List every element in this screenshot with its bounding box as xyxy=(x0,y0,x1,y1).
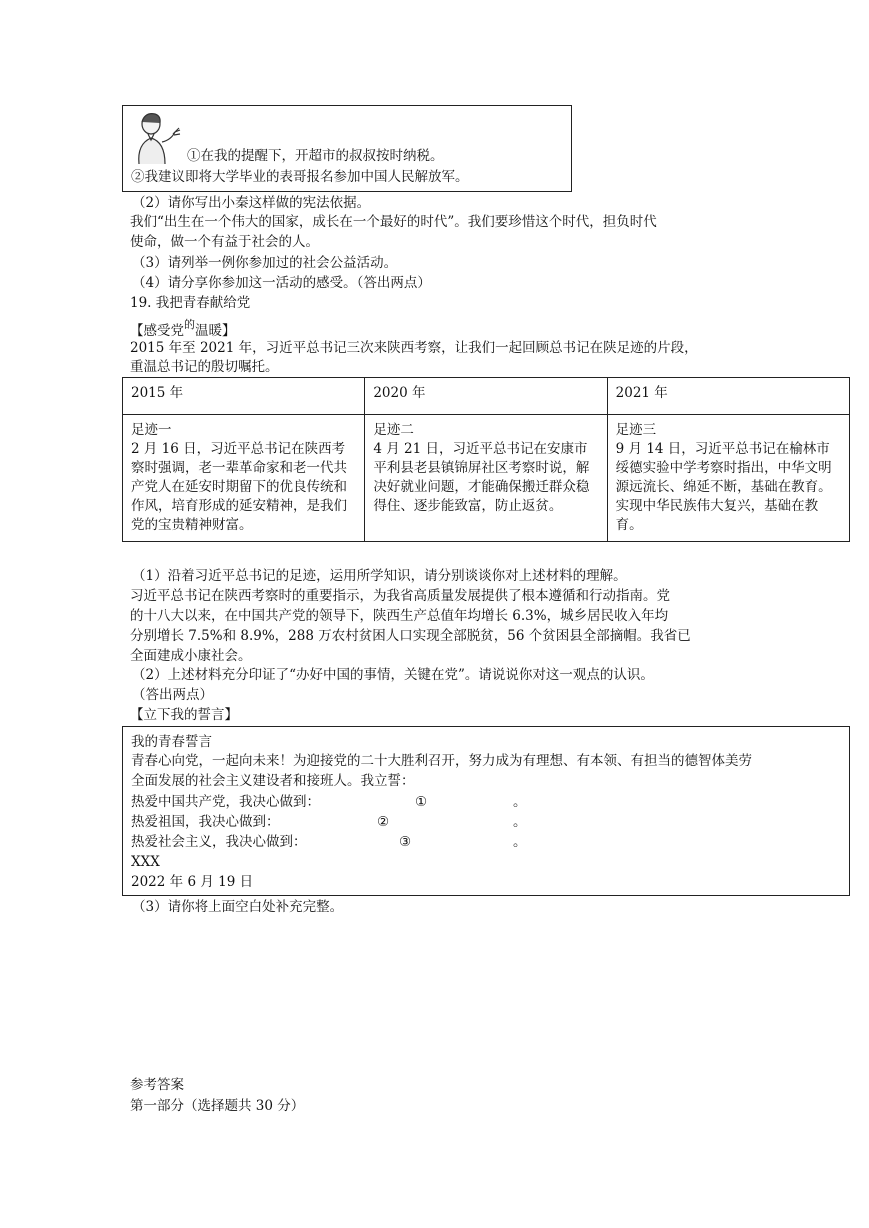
oath-line-country: 热爱祖国，我决心做到： xyxy=(131,814,280,830)
boy-speaking-illustration xyxy=(129,110,185,166)
oath-blank-2: ② xyxy=(377,814,390,830)
material2-line-1: 习近平总书记在陕西考察时的重要指示，为我省高质量发展提供了根本遵循和行动指南。党 xyxy=(130,588,670,604)
table-row xyxy=(123,415,850,542)
section1-intro-line-1: 2015 年至 2021 年，习近平总书记三次来陕西考察，让我们一起回顾总书记在陕足迹的片段， xyxy=(130,340,698,356)
oath-line-party: 热爱中国共产党，我决心做到： xyxy=(131,794,320,810)
oath-date: 2022 年 6 月 19 日 xyxy=(131,874,254,890)
oath-blank-1: ① xyxy=(415,794,428,810)
question-19-2-prompt-line-2: （答出两点） xyxy=(132,687,213,703)
answer-heading: 参考答案 xyxy=(130,1077,184,1093)
question-2-prompt: （2）请你写出小秦这样做的宪法依据。 xyxy=(132,195,371,211)
material2-line-4: 全面建成小康社会。 xyxy=(130,648,252,664)
section-heading-suffix: 温暖】 xyxy=(195,323,236,339)
section-heading-prefix: 【感受党 xyxy=(130,323,184,339)
question-19-3-prompt: （3）请你将上面空白处补充完整。 xyxy=(132,899,344,915)
material2-line-2: 的十八大以来，在中国共产党的领导下，陕西生产总值年均增长 6.3%，城乡居民收入年均 xyxy=(130,608,669,624)
table-cell xyxy=(607,415,849,542)
question-19-title: 19. 我把青春献给党 xyxy=(130,295,251,311)
oath-line-2: 全面发展的社会主义建设者和接班人。我立誓： xyxy=(131,773,415,789)
section-heading-oath: 【立下我的誓言】 xyxy=(130,707,238,723)
question-4-prompt: （4）请分享你参加这一活动的感受。（答出两点） xyxy=(132,275,431,291)
speech-line-1: ①在我的提醒下，开超市的叔叔按时纳税。 xyxy=(187,148,444,164)
table-header-row xyxy=(123,378,850,415)
oath-blank-3: ③ xyxy=(399,834,412,850)
intro-line-2: 使命，做一个有益于社会的人。 xyxy=(130,234,319,250)
question-19-1-prompt: （1）沿着习近平总书记的足迹，运用所学知识，请分别谈谈你对上述材料的理解。 xyxy=(132,568,627,584)
section-heading-feel-warmth xyxy=(130,316,236,340)
footprint-text: 9 月 14 日，习近平总书记在榆林市绥德实验中学考察时指出，中华文明源远流长、绵延不断，基础在教育。实现中华民族伟大复兴，基础在教育。 xyxy=(615,441,832,533)
question-19-2-prompt-line-1: （2）上述材料充分印证了“办好中国的事情，关键在党”。请说说你对这一观点的认识。 xyxy=(132,667,654,683)
oath-signature: XXX xyxy=(131,854,160,870)
speech-box xyxy=(122,105,572,192)
table-header-cell: 2021 年 xyxy=(607,378,849,415)
table-cell xyxy=(123,415,365,542)
section-heading-sup: 的 xyxy=(184,318,195,331)
oath-period-2: 。 xyxy=(513,814,527,830)
footprint-text: 4 月 21 日，习近平总书记在安康市平利县老县镇锦屏社区考察时说，解决好就业问题，才能确保搬迁群众稳得住、逐步能致富，防止返贫。 xyxy=(373,441,590,514)
oath-period-1: 。 xyxy=(513,794,527,810)
question-3-prompt: （3）请列举一例你参加过的社会公益活动。 xyxy=(132,255,398,271)
intro-line-1: 我们“出生在一个伟大的国家，成长在一个最好的时代”。我们要珍惜这个时代，担负时代 xyxy=(130,214,657,230)
table-header-cell: 2015 年 xyxy=(123,378,365,415)
oath-box xyxy=(122,726,850,896)
footprint-table xyxy=(122,377,850,542)
table-header-cell: 2020 年 xyxy=(365,378,607,415)
footprint-title: 足迹二 xyxy=(373,422,414,438)
oath-line-1: 青春心向党，一起向未来！为迎接党的二十大胜利召开，努力成为有理想、有本领、有担当的德智体美劳 xyxy=(131,753,752,769)
footprint-title: 足迹三 xyxy=(615,422,657,438)
speech-line-2: ②我建议即将大学毕业的表哥报名参加中国人民解放军。 xyxy=(131,169,469,185)
oath-line-socialism: 热爱社会主义，我决心做到： xyxy=(131,834,307,850)
section1-intro-line-2: 重温总书记的殷切嘱托。 xyxy=(130,359,279,375)
oath-period-3: 。 xyxy=(513,834,527,850)
table-cell xyxy=(365,415,607,542)
footprint-title: 足迹一 xyxy=(131,422,172,438)
answer-part-1: 第一部分（选择题共 30 分） xyxy=(130,1098,305,1114)
footprint-text: 2 月 16 日，习近平总书记在陕西考察时强调，老一辈革命家和老一代共产党人在延安时期留下的优良传统和作风，培育形成的延安精神，是我们党的宝贵精神财富。 xyxy=(131,441,347,533)
material2-line-3: 分别增长 7.5%和 8.9%，288 万农村贫困人口实现全部脱贫，56 个贫困县全部摘帽。我省已 xyxy=(130,628,691,644)
oath-title: 我的青春誓言 xyxy=(131,734,212,750)
